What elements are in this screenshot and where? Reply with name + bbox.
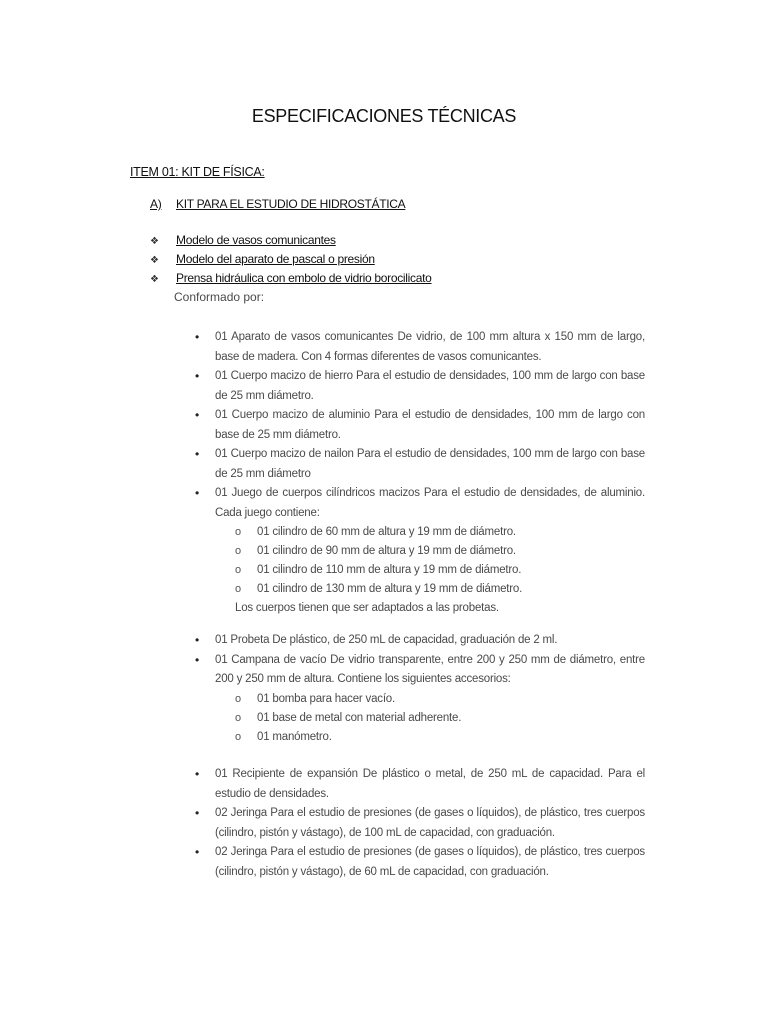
- component-item: [195, 484, 645, 618]
- section-title: KIT PARA EL ESTUDIO DE HIDROSTÁTICA: [176, 197, 406, 211]
- component-text: 01 Recipiente de expansión De plástico o metal, de 250 mL de capacidad. Para el estudio de densidades.: [215, 768, 645, 800]
- cylinder-sublist: [215, 523, 645, 599]
- conformado-label: Conformado por:: [174, 290, 265, 304]
- component-text: 02 Jeringa Para el estudio de presiones (de gases o líquidos), de plástico, tres cuerpos (cilindro, pistón y vástago), de 100 mL de capacidad, con graduación.: [215, 807, 645, 839]
- sub-item-text: 01 cilindro de 60 mm de altura y 19 mm de diámetro.: [257, 526, 516, 538]
- component-text: 01 Juego de cuerpos cilíndricos macizos Para el estudio de densidades, de aluminio. Cada juego contiene:: [215, 487, 645, 519]
- component-list-b: [195, 631, 645, 747]
- sub-item: [235, 728, 645, 747]
- component-item: [195, 328, 645, 367]
- sub-item-text: 01 base de metal con material adherente.: [257, 711, 462, 724]
- component-text: 01 Cuerpo macizo de hierro Para el estudio de densidades, 100 mm de largo con base de 25 mm diámetro.: [215, 370, 645, 402]
- section-heading: [150, 197, 405, 211]
- bullet-dot-icon: •: [195, 633, 200, 647]
- sub-item: [235, 561, 645, 580]
- diamond-bullet-icon: ❖: [150, 255, 159, 266]
- cylinder-note: Los cuerpos tienen que ser adaptados a las probetas.: [235, 602, 499, 614]
- circle-bullet-icon: o: [235, 545, 241, 557]
- sub-item-text: 01 cilindro de 90 mm de altura y 19 mm de diámetro.: [257, 545, 516, 557]
- sub-item-text: 01 manómetro.: [257, 730, 332, 743]
- circle-bullet-icon: o: [235, 711, 241, 724]
- bullet-dot-icon: •: [195, 845, 200, 859]
- document-title: ESPECIFICACIONES TÉCNICAS: [251, 106, 517, 126]
- section-letter: A): [150, 197, 162, 211]
- model-list-item: [150, 233, 432, 252]
- model-list-item: [150, 252, 432, 271]
- model-list-label: Modelo de vasos comunicantes: [176, 233, 336, 247]
- diamond-bullet-icon: ❖: [150, 274, 159, 285]
- component-text: 01 Campana de vacío De vidrio transparente, entre 200 y 250 mm de diámetro, entre 200 y 250 mm de altura. Contiene los siguientes accesorios:: [215, 653, 645, 685]
- bullet-dot-icon: •: [195, 486, 200, 500]
- circle-bullet-icon: o: [235, 692, 241, 705]
- model-list: [150, 233, 432, 290]
- component-text: 01 Cuerpo macizo de aluminio Para el estudio de densidades, 100 mm de largo con base de 25 mm diámetro.: [215, 409, 645, 441]
- circle-bullet-icon: o: [235, 583, 241, 595]
- sub-item: [235, 580, 645, 599]
- bullet-dot-icon: •: [195, 652, 200, 667]
- component-list-a: [195, 328, 645, 618]
- circle-bullet-icon: o: [235, 526, 241, 538]
- sub-item: [235, 709, 645, 728]
- item-heading: ITEM 01: KIT DE FÍSICA:: [130, 165, 265, 179]
- sub-item-text: 01 cilindro de 130 mm de altura y 19 mm de diámetro.: [257, 583, 523, 595]
- sub-item: [235, 542, 645, 561]
- component-text: 01 Aparato de vasos comunicantes De vidrio, de 100 mm altura x 150 mm de largo, base de madera. Con 4 formas diferentes de vasos comunicantes.: [215, 331, 645, 363]
- circle-bullet-icon: o: [235, 730, 241, 743]
- sub-item-text: 01 bomba para hacer vacío.: [257, 692, 395, 705]
- component-item: [195, 765, 645, 804]
- sub-item: [235, 690, 645, 709]
- component-item: [195, 406, 645, 445]
- component-item: [195, 843, 645, 882]
- model-list-item: [150, 271, 432, 290]
- sub-item-text: 01 cilindro de 110 mm de altura y 19 mm de diámetro.: [257, 564, 522, 576]
- bullet-dot-icon: •: [195, 330, 200, 344]
- component-text: 02 Jeringa Para el estudio de presiones (de gases o líquidos), de plástico, tres cuerpos (cilindro, pistón y vástago), de 60 mL de capacidad, con graduación.: [215, 846, 645, 878]
- component-item: [195, 631, 645, 651]
- component-text: 01 Cuerpo macizo de nailon Para el estudio de densidades, 100 mm de largo con base de 25 mm diámetro: [215, 448, 645, 480]
- bullet-dot-icon: •: [195, 408, 200, 422]
- bullet-dot-icon: •: [195, 806, 200, 820]
- component-list-c: [195, 765, 645, 882]
- component-item: [195, 445, 645, 484]
- bullet-dot-icon: •: [195, 767, 200, 781]
- model-list-label: Prensa hidráulica con embolo de vidrio borocilicato: [176, 271, 432, 285]
- component-text: 01 Probeta De plástico, de 250 mL de capacidad, graduación de 2 ml.: [215, 634, 558, 646]
- circle-bullet-icon: o: [235, 564, 241, 576]
- accessory-sublist: [215, 690, 645, 747]
- bullet-dot-icon: •: [195, 369, 200, 383]
- component-item: [195, 651, 645, 747]
- component-item: [195, 804, 645, 843]
- sub-item: [235, 523, 645, 542]
- model-list-label: Modelo del aparato de pascal o presión: [176, 252, 375, 266]
- diamond-bullet-icon: ❖: [150, 236, 159, 247]
- component-item: [195, 367, 645, 406]
- bullet-dot-icon: •: [195, 447, 200, 461]
